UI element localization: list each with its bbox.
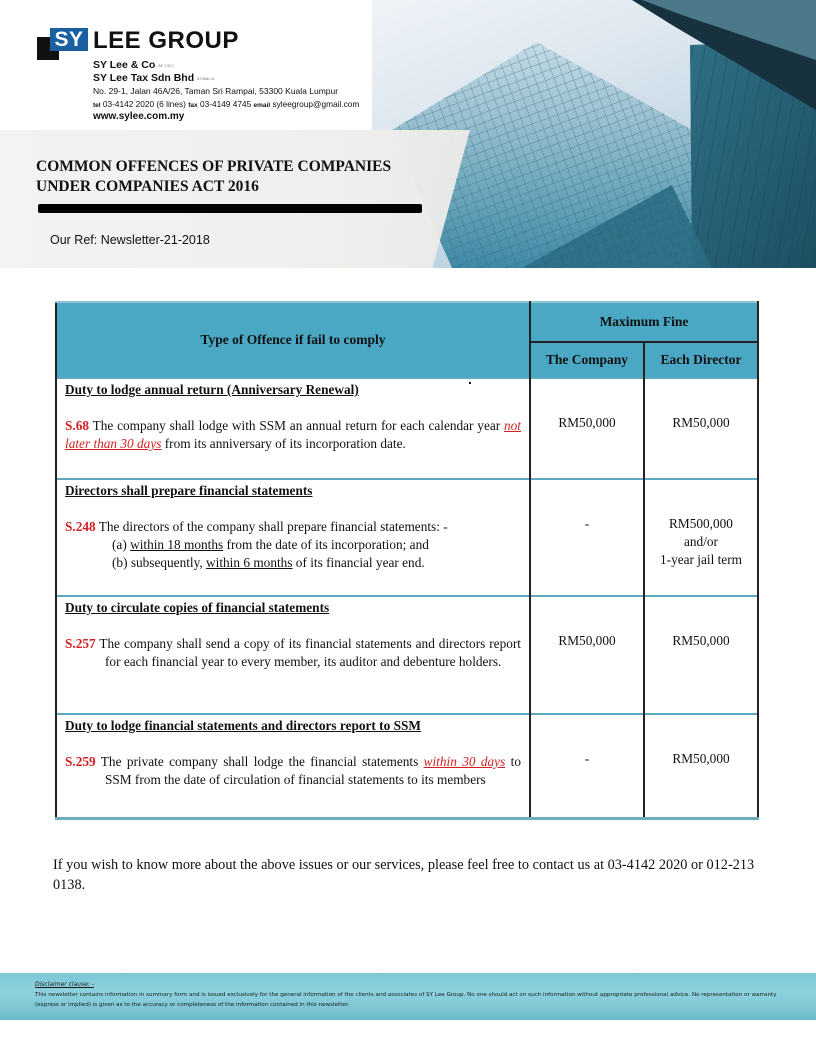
- address: No. 29-1, Jalan 46A/26, Taman Sri Rampai, 53300 Kuala Lumpur: [93, 86, 339, 96]
- company-logo: [37, 28, 89, 60]
- offences-table: [55, 301, 759, 820]
- section-number: S.257: [65, 636, 96, 651]
- section-number: S.248: [65, 519, 96, 534]
- company-fine-cell: [530, 714, 644, 818]
- sub-item-prefix: (a): [112, 537, 131, 552]
- letterhead: [0, 0, 372, 130]
- stray-dot: [469, 382, 471, 384]
- deadline-highlight: within 30 days: [423, 754, 506, 769]
- tel-number: 03-4142 2020 (6 lines): [102, 99, 186, 109]
- contact-paragraph: If you wish to know more about the above issues or our services, please feel free to contact us at 03-4142 2020 or 012-213 0138.: [53, 857, 755, 893]
- title-divider: [38, 204, 422, 213]
- company-fine: -: [584, 751, 590, 766]
- offence-text-part: The company shall send a copy of its financial statements and directors report for each financial year to every member, its auditor and debenture holders.: [95, 636, 521, 669]
- director-fine: RM50,000: [672, 633, 730, 648]
- deadline-underline: within 6 months: [206, 555, 293, 570]
- contact-line: [93, 99, 359, 109]
- title-line-2: UNDER COMPANIES ACT 2016: [36, 178, 259, 195]
- director-fine: RM50,000: [672, 415, 730, 430]
- header-the-company: The Company: [530, 342, 644, 378]
- offence-heading: Directors shall prepare financial statements: [65, 483, 313, 498]
- company-2-reg: 875682-A: [197, 75, 215, 81]
- offence-text: [65, 753, 521, 789]
- reference-number: Our Ref: Newsletter-21-2018: [50, 233, 210, 247]
- logo-name: LEE GROUP: [93, 27, 239, 54]
- offence-text: [65, 518, 521, 572]
- director-fine: RM50,000: [672, 751, 730, 766]
- offence-description: [56, 596, 530, 714]
- company-fine-cell: [530, 596, 644, 714]
- table-row: [56, 479, 758, 596]
- disclaimer-text: This newsletter contains information in summary form and is issued exclusively for the general information of the clients and associates of SY Lee Group. No one should act on such information without appropriate professional advice. No representation or warranty (express or implied) is given as to the accuracy or completeness of the information contained in this newsletter.: [35, 992, 777, 1008]
- email-address[interactable]: syleegroup@gmail.com: [272, 99, 360, 109]
- offence-description: [56, 479, 530, 596]
- company-1-name: SY Lee & Co: [93, 59, 156, 71]
- fax-number: 03-4149 4745: [199, 99, 252, 109]
- director-fine-cell: [644, 378, 758, 479]
- title-band: [0, 130, 470, 268]
- offence-text-part: from its anniversary of its incorporation date.: [161, 436, 406, 451]
- fax-label: fax: [188, 102, 198, 109]
- director-fine-cell: [644, 596, 758, 714]
- header-offence-type: Type of Offence if fail to comply: [56, 302, 530, 378]
- header-banner: [0, 0, 816, 268]
- director-fine-cell: [644, 479, 758, 596]
- email-label: email: [253, 102, 271, 109]
- section-number: S.259: [65, 754, 96, 769]
- sub-item-b: [65, 554, 521, 572]
- company-2: [93, 72, 215, 84]
- sub-item-prefix: (b) subsequently,: [112, 555, 207, 570]
- deadline-highlight: not later than 30 days: [65, 418, 521, 451]
- sub-item-a: [65, 536, 521, 554]
- company-fine: RM50,000: [558, 633, 616, 648]
- table-row: [56, 378, 758, 479]
- offence-description: [56, 378, 530, 479]
- header-maximum-fine: Maximum Fine: [530, 302, 758, 342]
- director-fine-conjunction: and/or: [684, 534, 718, 549]
- table-row: [56, 596, 758, 714]
- company-fine: RM50,000: [558, 415, 616, 430]
- logo-mark-text: SY: [50, 28, 88, 51]
- offence-text-part: The company shall lodge with SSM an annual return for each calendar year: [89, 418, 504, 433]
- offence-text-part: The directors of the company shall prepare financial statements: -: [95, 519, 448, 534]
- table-row: [56, 714, 758, 818]
- website-link[interactable]: www.sylee.com.my: [93, 111, 185, 122]
- offence-heading: Duty to circulate copies of financial statements: [65, 600, 330, 615]
- company-2-name: SY Lee Tax Sdn Bhd: [93, 72, 195, 84]
- tel-label: tel: [93, 102, 101, 109]
- disclaimer-footer: [0, 973, 816, 1020]
- section-number: S.68: [65, 418, 90, 433]
- header-each-director: Each Director: [644, 342, 758, 378]
- company-1-reg: AF 1317: [158, 62, 174, 68]
- offence-text-part: to SSM from the date of circulation of financial statements to its members: [105, 754, 521, 787]
- sub-item-text: of its financial year end.: [292, 555, 425, 570]
- offence-heading: Duty to lodge financial statements and directors report to SSM: [65, 718, 421, 733]
- offence-text: [65, 635, 521, 671]
- company-fine-cell: [530, 378, 644, 479]
- offence-text: [65, 417, 521, 453]
- offence-text-part: The private company shall lodge the financial statements: [95, 754, 424, 769]
- page-title: [36, 157, 391, 197]
- offence-description: [56, 714, 530, 818]
- company-fine-cell: [530, 479, 644, 596]
- company-1: [93, 59, 173, 71]
- director-jail-term: 1-year jail term: [660, 552, 742, 567]
- offence-heading: Duty to lodge annual return (Anniversary Renewal): [65, 382, 359, 397]
- company-fine: -: [584, 516, 590, 531]
- director-fine-cell: [644, 714, 758, 818]
- disclaimer-title: Disclaimer clause: -: [35, 981, 94, 988]
- title-line-1: COMMON OFFENCES OF PRIVATE COMPANIES: [36, 158, 392, 175]
- sub-item-text: from the date of its incorporation; and: [223, 537, 429, 552]
- director-fine: RM500,000: [669, 516, 733, 531]
- deadline-underline: within 18 months: [130, 537, 224, 552]
